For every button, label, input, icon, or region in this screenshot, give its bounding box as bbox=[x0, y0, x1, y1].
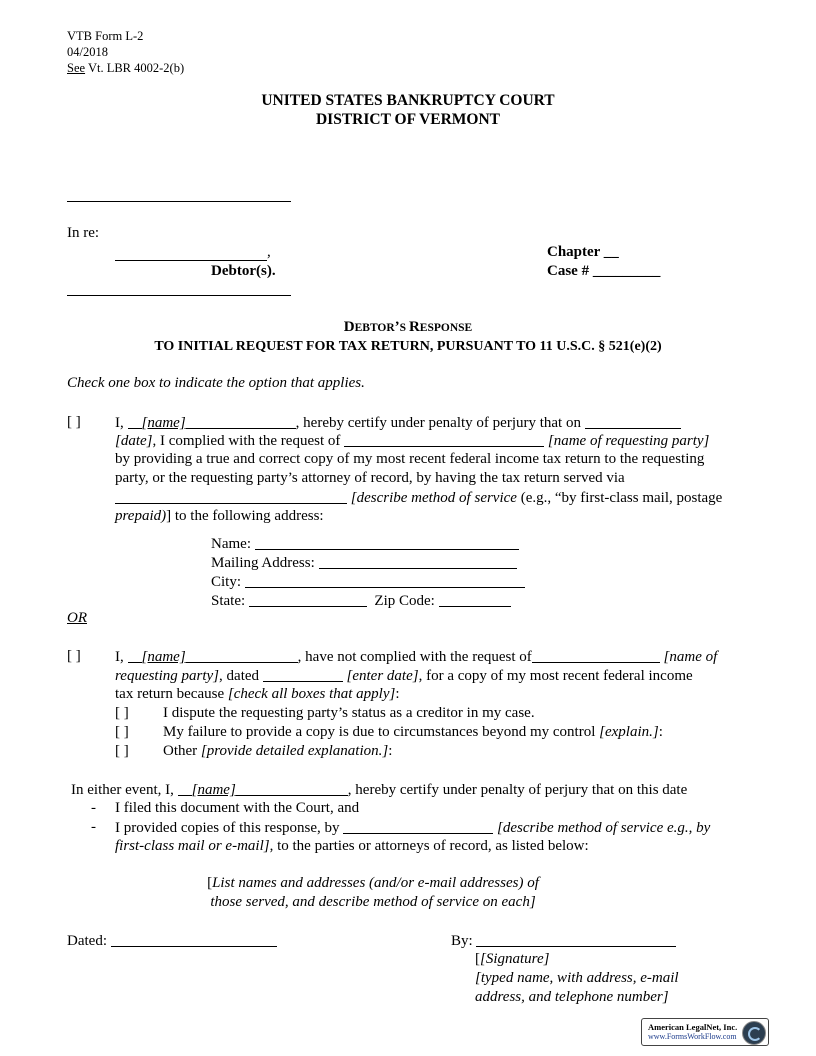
option2-line3: tax return because [check all boxes that apply]: bbox=[115, 686, 400, 702]
see-label: See bbox=[67, 61, 86, 75]
signature-input[interactable] bbox=[476, 932, 676, 947]
either-dash1: - bbox=[91, 800, 96, 816]
either-name-field[interactable]: [name] bbox=[191, 782, 236, 798]
option2-checkbox[interactable]: [ ] bbox=[67, 648, 81, 664]
document-subtitle: TO INITIAL REQUEST FOR TAX RETURN, PURSUANT TO 11 U.S.C. § 521(e)(2) bbox=[154, 339, 662, 354]
option2-sub2-checkbox[interactable]: [ ] bbox=[115, 724, 129, 740]
option1-requesting-party[interactable]: [name of requesting party] bbox=[547, 433, 710, 449]
rule-text: Vt. LBR 4002-2(b) bbox=[85, 61, 185, 75]
address-mailing-input[interactable] bbox=[319, 554, 517, 569]
option1-method-field[interactable]: [describe method of service bbox=[350, 490, 517, 506]
address-mailing-row: Mailing Address: bbox=[211, 554, 517, 572]
address-state-row: State: Zip Code: bbox=[211, 592, 511, 610]
either-bullet1: I filed this document with the Court, and bbox=[115, 800, 360, 816]
form-date: 04/2018 bbox=[67, 45, 108, 59]
option2-sub3-text: Other [provide detailed explanation.]: bbox=[163, 743, 393, 759]
globe-icon bbox=[742, 1021, 766, 1045]
typed-name-caption-2: address, and telephone number] bbox=[475, 989, 669, 1005]
address-city-row: City: bbox=[211, 573, 525, 591]
typed-name-caption-1: [typed name, with address, e-mail bbox=[475, 970, 679, 986]
list-note-line2: those served, and describe method of service on each] bbox=[210, 894, 536, 910]
option1-line6: prepaid)] to the following address: bbox=[115, 508, 324, 524]
or-label: OR bbox=[67, 610, 87, 626]
either-bullet2: I provided copies of this response, by [describe method of service e.g., by bbox=[115, 820, 711, 836]
caption-top-rule bbox=[67, 201, 291, 202]
option2-name-field[interactable]: [name] bbox=[141, 649, 186, 665]
option2-line2: requesting party], dated [enter date], for a copy of my most recent federal income bbox=[115, 668, 693, 684]
list-note-line1: [List names and addresses (and/or e-mail addresses) of bbox=[207, 875, 539, 891]
publisher-name: American LegalNet, Inc. bbox=[648, 1022, 738, 1032]
dated-label: Dated: bbox=[67, 932, 277, 950]
debtor-label: Debtor(s). bbox=[211, 263, 276, 279]
by-label: By: bbox=[451, 932, 676, 950]
address-name-input[interactable] bbox=[255, 535, 519, 550]
either-method-input[interactable] bbox=[343, 819, 493, 834]
instruction-text: Check one box to indicate the option that applies. bbox=[67, 375, 365, 391]
option1-line3: by providing a true and correct copy of my most recent federal income tax return to the requesting bbox=[115, 451, 705, 467]
option1-line4: party, or the requesting party’s attorney of record, by having the tax return served via bbox=[115, 470, 625, 486]
option2-sub1-checkbox[interactable]: [ ] bbox=[115, 705, 129, 721]
option2-date-field[interactable]: [enter date] bbox=[346, 668, 419, 684]
dated-input[interactable] bbox=[111, 932, 277, 947]
either-line1: In either event, I, [name] , hereby certify under penalty of perjury that on this date bbox=[71, 782, 688, 798]
chapter-field[interactable]: Chapter __ bbox=[547, 244, 619, 260]
option1-line1: I, [name] , hereby certify under penalty of perjury that on bbox=[115, 414, 681, 432]
case-number-field[interactable]: Case # _________ bbox=[547, 263, 661, 279]
publisher-url[interactable]: www.FormsWorkFlow.com bbox=[648, 1032, 737, 1041]
address-state-input[interactable] bbox=[249, 592, 367, 607]
signature-caption: [[Signature] bbox=[475, 951, 550, 967]
either-dash2: - bbox=[91, 819, 96, 835]
publisher-badge[interactable] bbox=[641, 1018, 769, 1046]
option2-requesting-party[interactable]: requesting party] bbox=[115, 668, 220, 684]
rule-reference bbox=[67, 60, 184, 76]
option1-name-field[interactable]: [name] bbox=[141, 415, 186, 431]
form-id: VTB Form L-2 bbox=[67, 29, 144, 43]
either-bullet2-cont: first-class mail or e-mail], to the parties or attorneys of record, as listed below: bbox=[115, 838, 589, 854]
option1-checkbox[interactable]: [ ] bbox=[67, 414, 81, 430]
in-re-label: In re: bbox=[67, 225, 100, 241]
option1-line5: [describe method of service (e.g., “by first-class mail, postage bbox=[115, 489, 722, 507]
court-name: UNITED STATES BANKRUPTCY COURT bbox=[261, 92, 555, 109]
document-title: DEBTOR’S RESPONSE bbox=[343, 319, 473, 335]
option2-sub2-text: My failure to provide a copy is due to circumstances beyond my control [explain.]: bbox=[163, 724, 663, 740]
debtor-comma: , bbox=[267, 244, 271, 260]
caption-bottom-rule bbox=[67, 295, 291, 296]
option2-sub3-checkbox[interactable]: [ ] bbox=[115, 743, 129, 759]
option2-sub1-text: I dispute the requesting party’s status as a creditor in my case. bbox=[163, 705, 535, 721]
debtor-name-line[interactable] bbox=[115, 260, 267, 261]
option1-line2: [date], I complied with the request of [name of requesting party] bbox=[115, 433, 710, 449]
address-name-row: Name: bbox=[211, 535, 519, 553]
address-city-input[interactable] bbox=[245, 573, 525, 588]
option2-line1: I, [name] , have not complied with the request of [name of bbox=[115, 649, 718, 665]
court-district: DISTRICT OF VERMONT bbox=[315, 111, 501, 128]
option1-date-field[interactable]: [date] bbox=[115, 433, 153, 449]
address-zip-input[interactable] bbox=[439, 592, 511, 607]
